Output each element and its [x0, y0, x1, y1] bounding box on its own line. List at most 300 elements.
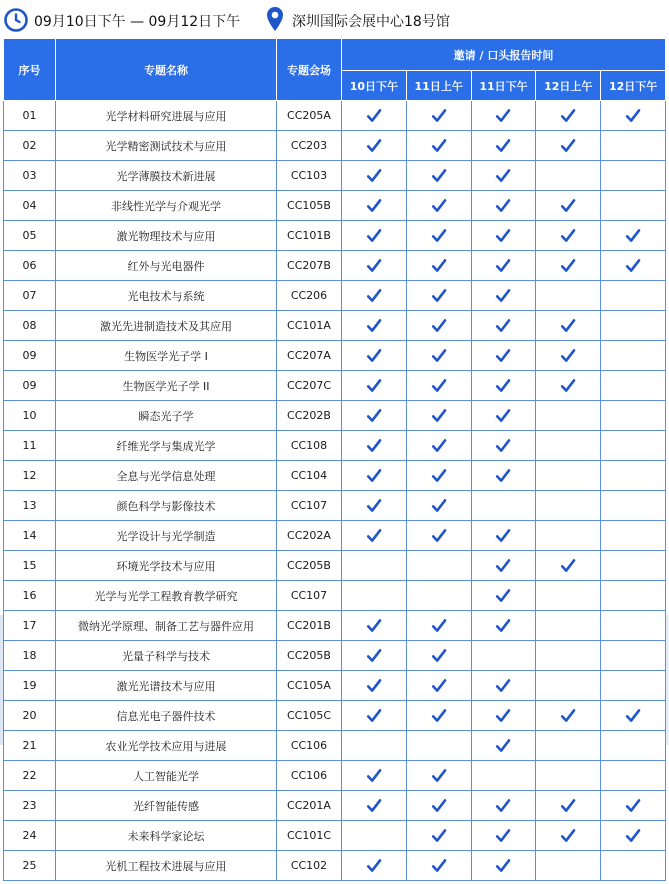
slot-cell	[471, 551, 536, 581]
date-range: 09月10日下午 — 09月12日下午	[34, 14, 241, 30]
row-room: CC103	[277, 161, 342, 191]
slot-cell	[601, 401, 666, 431]
slot-cell	[601, 731, 666, 761]
row-room: CC101C	[277, 821, 342, 851]
checkmark-icon	[560, 558, 576, 574]
slot-cell	[471, 821, 536, 851]
slot-cell	[601, 371, 666, 401]
slot-cell	[406, 491, 471, 521]
slot-cell	[471, 641, 536, 671]
checkmark-icon	[625, 828, 641, 844]
row-room: CC107	[277, 581, 342, 611]
row-room: CC105B	[277, 191, 342, 221]
checkmark-icon	[366, 378, 382, 394]
checkmark-icon	[495, 468, 511, 484]
checkmark-icon	[366, 498, 382, 514]
checkmark-icon	[431, 258, 447, 274]
table-row	[4, 821, 666, 851]
slot-cell	[342, 731, 407, 761]
row-topic-name: 非线性光学与介观光学	[56, 191, 277, 221]
slot-cell	[471, 251, 536, 281]
checkmark-icon	[366, 198, 382, 214]
row-room: CC205A	[277, 101, 342, 131]
checkmark-icon	[431, 138, 447, 154]
slot-cell	[601, 491, 666, 521]
row-seq: 18	[4, 641, 56, 671]
slot-cell	[471, 221, 536, 251]
slot-cell	[342, 371, 407, 401]
slot-cell	[471, 101, 536, 131]
checkmark-icon	[625, 108, 641, 124]
row-seq: 09	[4, 341, 56, 371]
slot-cell	[342, 221, 407, 251]
checkmark-icon	[431, 828, 447, 844]
table-row	[4, 431, 666, 461]
row-topic-name: 瞬态光子学	[56, 401, 277, 431]
header-time-group: 邀请 / 口头报告时间	[342, 39, 666, 71]
slot-cell	[406, 641, 471, 671]
row-topic-name: 光学设计与光学制造	[56, 521, 277, 551]
checkmark-icon	[366, 348, 382, 364]
slot-cell	[601, 191, 666, 221]
row-seq: 17	[4, 611, 56, 641]
checkmark-icon	[625, 708, 641, 724]
checkmark-icon	[366, 108, 382, 124]
slot-cell	[342, 791, 407, 821]
checkmark-icon	[431, 768, 447, 784]
slot-cell	[536, 551, 601, 581]
slot-cell	[342, 311, 407, 341]
slot-cell	[406, 731, 471, 761]
table-row	[4, 731, 666, 761]
checkmark-icon	[366, 168, 382, 184]
table-row	[4, 791, 666, 821]
checkmark-icon	[431, 798, 447, 814]
checkmark-icon	[495, 138, 511, 154]
slot-cell	[406, 281, 471, 311]
checkmark-icon	[495, 798, 511, 814]
row-seq: 23	[4, 791, 56, 821]
slot-cell	[601, 101, 666, 131]
checkmark-icon	[495, 708, 511, 724]
slot-cell	[406, 161, 471, 191]
row-topic-name: 全息与光学信息处理	[56, 461, 277, 491]
table-row	[4, 161, 666, 191]
checkmark-icon	[431, 498, 447, 514]
checkmark-icon	[431, 108, 447, 124]
row-seq: 22	[4, 761, 56, 791]
checkmark-icon	[366, 468, 382, 484]
slot-cell	[471, 491, 536, 521]
checkmark-icon	[560, 138, 576, 154]
slot-cell	[471, 431, 536, 461]
checkmark-icon	[495, 738, 511, 754]
row-topic-name: 人工智能光学	[56, 761, 277, 791]
slot-cell	[536, 131, 601, 161]
row-topic-name: 光学与光学工程教育教学研究	[56, 581, 277, 611]
checkmark-icon	[431, 618, 447, 634]
checkmark-icon	[495, 198, 511, 214]
table-row	[4, 461, 666, 491]
slot-cell	[536, 401, 601, 431]
row-seq: 24	[4, 821, 56, 851]
slot-cell	[406, 341, 471, 371]
checkmark-icon	[366, 228, 382, 244]
row-seq: 10	[4, 401, 56, 431]
row-topic-name: 光机工程技术进展与应用	[56, 851, 277, 881]
slot-cell	[536, 761, 601, 791]
row-room: CC106	[277, 731, 342, 761]
row-room: CC102	[277, 851, 342, 881]
table-row	[4, 701, 666, 731]
slot-cell	[601, 521, 666, 551]
slot-cell	[536, 611, 601, 641]
row-room: CC108	[277, 431, 342, 461]
slot-cell	[601, 761, 666, 791]
row-seq: 16	[4, 581, 56, 611]
checkmark-icon	[431, 228, 447, 244]
slot-cell	[471, 761, 536, 791]
table-row	[4, 131, 666, 161]
checkmark-icon	[495, 588, 511, 604]
checkmark-icon	[495, 348, 511, 364]
checkmark-icon	[431, 168, 447, 184]
slot-cell	[406, 611, 471, 641]
checkmark-icon	[431, 288, 447, 304]
checkmark-icon	[495, 258, 511, 274]
checkmark-icon	[560, 828, 576, 844]
checkmark-icon	[366, 798, 382, 814]
slot-cell	[536, 521, 601, 551]
schedule-table	[3, 38, 666, 881]
row-room: CC207B	[277, 251, 342, 281]
slot-cell	[601, 131, 666, 161]
slot-cell	[536, 701, 601, 731]
checkmark-icon	[560, 708, 576, 724]
header-name: 专题名称	[56, 39, 277, 101]
checkmark-icon	[431, 708, 447, 724]
row-room: CC104	[277, 461, 342, 491]
slot-cell	[342, 281, 407, 311]
slot-cell	[406, 521, 471, 551]
slot-cell	[342, 701, 407, 731]
header-bar	[0, 0, 669, 40]
slot-cell	[601, 431, 666, 461]
checkmark-icon	[495, 288, 511, 304]
slot-cell	[536, 461, 601, 491]
row-room: CC101A	[277, 311, 342, 341]
header-slot: 11日下午	[471, 71, 536, 101]
row-room: CC106	[277, 761, 342, 791]
row-topic-name: 信息光电子器件技术	[56, 701, 277, 731]
slot-cell	[471, 161, 536, 191]
checkmark-icon	[431, 378, 447, 394]
checkmark-icon	[431, 648, 447, 664]
header-slot: 12日下午	[601, 71, 666, 101]
checkmark-icon	[560, 798, 576, 814]
table-row	[4, 851, 666, 881]
checkmark-icon	[560, 258, 576, 274]
slot-cell	[406, 251, 471, 281]
row-room: CC207A	[277, 341, 342, 371]
row-room: CC205B	[277, 641, 342, 671]
slot-cell	[342, 851, 407, 881]
row-seq: 03	[4, 161, 56, 191]
header-seq: 序号	[4, 39, 56, 101]
slot-cell	[536, 431, 601, 461]
row-seq: 01	[4, 101, 56, 131]
row-topic-name: 红外与光电器件	[56, 251, 277, 281]
checkmark-icon	[431, 198, 447, 214]
row-seq: 08	[4, 311, 56, 341]
slot-cell	[471, 791, 536, 821]
row-room: CC202B	[277, 401, 342, 431]
slot-cell	[406, 311, 471, 341]
slot-cell	[536, 251, 601, 281]
checkmark-icon	[625, 798, 641, 814]
table-row	[4, 491, 666, 521]
slot-cell	[536, 671, 601, 701]
slot-cell	[601, 221, 666, 251]
checkmark-icon	[366, 288, 382, 304]
checkmark-icon	[366, 678, 382, 694]
checkmark-icon	[625, 258, 641, 274]
row-topic-name: 颜色科学与影像技术	[56, 491, 277, 521]
location-pin-icon	[266, 6, 284, 32]
checkmark-icon	[366, 618, 382, 634]
slot-cell	[536, 791, 601, 821]
slot-cell	[536, 341, 601, 371]
checkmark-icon	[366, 708, 382, 724]
checkmark-icon	[495, 858, 511, 874]
slot-cell	[536, 101, 601, 131]
slot-cell	[406, 791, 471, 821]
row-room: CC201B	[277, 611, 342, 641]
slot-cell	[601, 551, 666, 581]
row-room: CC201A	[277, 791, 342, 821]
table-row	[4, 101, 666, 131]
table-row	[4, 611, 666, 641]
slot-cell	[471, 281, 536, 311]
slot-cell	[601, 671, 666, 701]
slot-cell	[406, 701, 471, 731]
slot-cell	[471, 371, 536, 401]
slot-cell	[601, 281, 666, 311]
checkmark-icon	[366, 768, 382, 784]
checkmark-icon	[366, 648, 382, 664]
row-seq: 21	[4, 731, 56, 761]
row-topic-name: 微纳光学原理、制备工艺与器件应用	[56, 611, 277, 641]
row-seq: 25	[4, 851, 56, 881]
slot-cell	[536, 851, 601, 881]
row-seq: 02	[4, 131, 56, 161]
table-row	[4, 551, 666, 581]
checkmark-icon	[560, 348, 576, 364]
checkmark-icon	[366, 438, 382, 454]
slot-cell	[342, 821, 407, 851]
slot-cell	[342, 191, 407, 221]
slot-cell	[406, 101, 471, 131]
row-room: CC107	[277, 491, 342, 521]
row-topic-name: 未来科学家论坛	[56, 821, 277, 851]
row-room: CC202A	[277, 521, 342, 551]
header-slot: 10日下午	[342, 71, 407, 101]
checkmark-icon	[560, 378, 576, 394]
slot-cell	[536, 311, 601, 341]
slot-cell	[406, 431, 471, 461]
slot-cell	[601, 791, 666, 821]
row-seq: 11	[4, 431, 56, 461]
checkmark-icon	[495, 828, 511, 844]
checkmark-icon	[495, 318, 511, 334]
slot-cell	[342, 611, 407, 641]
header-room: 专题会场	[277, 39, 342, 101]
slot-cell	[406, 671, 471, 701]
slot-cell	[342, 431, 407, 461]
slot-cell	[601, 641, 666, 671]
table-row	[4, 281, 666, 311]
checkmark-icon	[495, 408, 511, 424]
row-topic-name: 光学材料研究进展与应用	[56, 101, 277, 131]
checkmark-icon	[431, 438, 447, 454]
checkmark-icon	[431, 408, 447, 424]
row-room: CC105A	[277, 671, 342, 701]
row-seq: 09	[4, 371, 56, 401]
row-topic-name: 光学精密测试技术与应用	[56, 131, 277, 161]
slot-cell	[342, 551, 407, 581]
row-seq: 12	[4, 461, 56, 491]
table-row	[4, 341, 666, 371]
table-row	[4, 401, 666, 431]
row-seq: 19	[4, 671, 56, 701]
table-row	[4, 311, 666, 341]
row-topic-name: 生物医学光子学 II	[56, 371, 277, 401]
table-row	[4, 221, 666, 251]
checkmark-icon	[431, 318, 447, 334]
slot-cell	[536, 281, 601, 311]
slot-cell	[471, 311, 536, 341]
slot-cell	[342, 761, 407, 791]
slot-cell	[471, 341, 536, 371]
row-room: CC105C	[277, 701, 342, 731]
table-row	[4, 761, 666, 791]
slot-cell	[536, 191, 601, 221]
row-room: CC101B	[277, 221, 342, 251]
slot-cell	[471, 401, 536, 431]
checkmark-icon	[431, 468, 447, 484]
slot-cell	[342, 491, 407, 521]
checkmark-icon	[495, 228, 511, 244]
checkmark-icon	[366, 528, 382, 544]
checkmark-icon	[431, 858, 447, 874]
checkmark-icon	[431, 678, 447, 694]
slot-cell	[601, 581, 666, 611]
slot-cell	[601, 461, 666, 491]
slot-cell	[342, 401, 407, 431]
slot-cell	[342, 671, 407, 701]
slot-cell	[471, 731, 536, 761]
slot-cell	[342, 341, 407, 371]
row-seq: 05	[4, 221, 56, 251]
slot-cell	[471, 851, 536, 881]
row-room: CC206	[277, 281, 342, 311]
table-row	[4, 581, 666, 611]
row-topic-name: 光学薄膜技术新进展	[56, 161, 277, 191]
checkmark-icon	[495, 618, 511, 634]
checkmark-icon	[431, 528, 447, 544]
slot-cell	[342, 131, 407, 161]
slot-cell	[406, 551, 471, 581]
row-room: CC203	[277, 131, 342, 161]
slot-cell	[471, 521, 536, 551]
slot-cell	[601, 251, 666, 281]
slot-cell	[536, 371, 601, 401]
slot-cell	[471, 701, 536, 731]
slot-cell	[536, 491, 601, 521]
slot-cell	[601, 341, 666, 371]
row-topic-name: 激光光谱技术与应用	[56, 671, 277, 701]
slot-cell	[536, 581, 601, 611]
row-room: CC207C	[277, 371, 342, 401]
checkmark-icon	[625, 228, 641, 244]
checkmark-icon	[495, 108, 511, 124]
slot-cell	[342, 521, 407, 551]
header-slot: 11日上午	[406, 71, 471, 101]
row-seq: 06	[4, 251, 56, 281]
row-seq: 14	[4, 521, 56, 551]
checkmark-icon	[495, 528, 511, 544]
slot-cell	[406, 221, 471, 251]
header-slot: 12日上午	[536, 71, 601, 101]
table-row	[4, 641, 666, 671]
slot-cell	[536, 221, 601, 251]
checkmark-icon	[366, 258, 382, 274]
checkmark-icon	[495, 558, 511, 574]
slot-cell	[406, 191, 471, 221]
slot-cell	[406, 851, 471, 881]
checkmark-icon	[366, 408, 382, 424]
row-seq: 20	[4, 701, 56, 731]
slot-cell	[406, 761, 471, 791]
slot-cell	[406, 581, 471, 611]
slot-cell	[342, 161, 407, 191]
slot-cell	[601, 701, 666, 731]
slot-cell	[342, 581, 407, 611]
slot-cell	[342, 101, 407, 131]
slot-cell	[471, 581, 536, 611]
slot-cell	[342, 461, 407, 491]
row-seq: 15	[4, 551, 56, 581]
venue-name: 深圳国际会展中心18号馆	[292, 14, 450, 30]
slot-cell	[406, 371, 471, 401]
row-seq: 04	[4, 191, 56, 221]
slot-cell	[536, 161, 601, 191]
slot-cell	[342, 251, 407, 281]
row-topic-name: 光量子科学与技术	[56, 641, 277, 671]
slot-cell	[601, 611, 666, 641]
checkmark-icon	[366, 858, 382, 874]
checkmark-icon	[560, 228, 576, 244]
table-row	[4, 371, 666, 401]
slot-cell	[601, 821, 666, 851]
checkmark-icon	[366, 138, 382, 154]
table-row	[4, 671, 666, 701]
slot-cell	[406, 131, 471, 161]
slot-cell	[471, 461, 536, 491]
slot-cell	[471, 611, 536, 641]
slot-cell	[406, 461, 471, 491]
row-topic-name: 农业光学技术应用与进展	[56, 731, 277, 761]
